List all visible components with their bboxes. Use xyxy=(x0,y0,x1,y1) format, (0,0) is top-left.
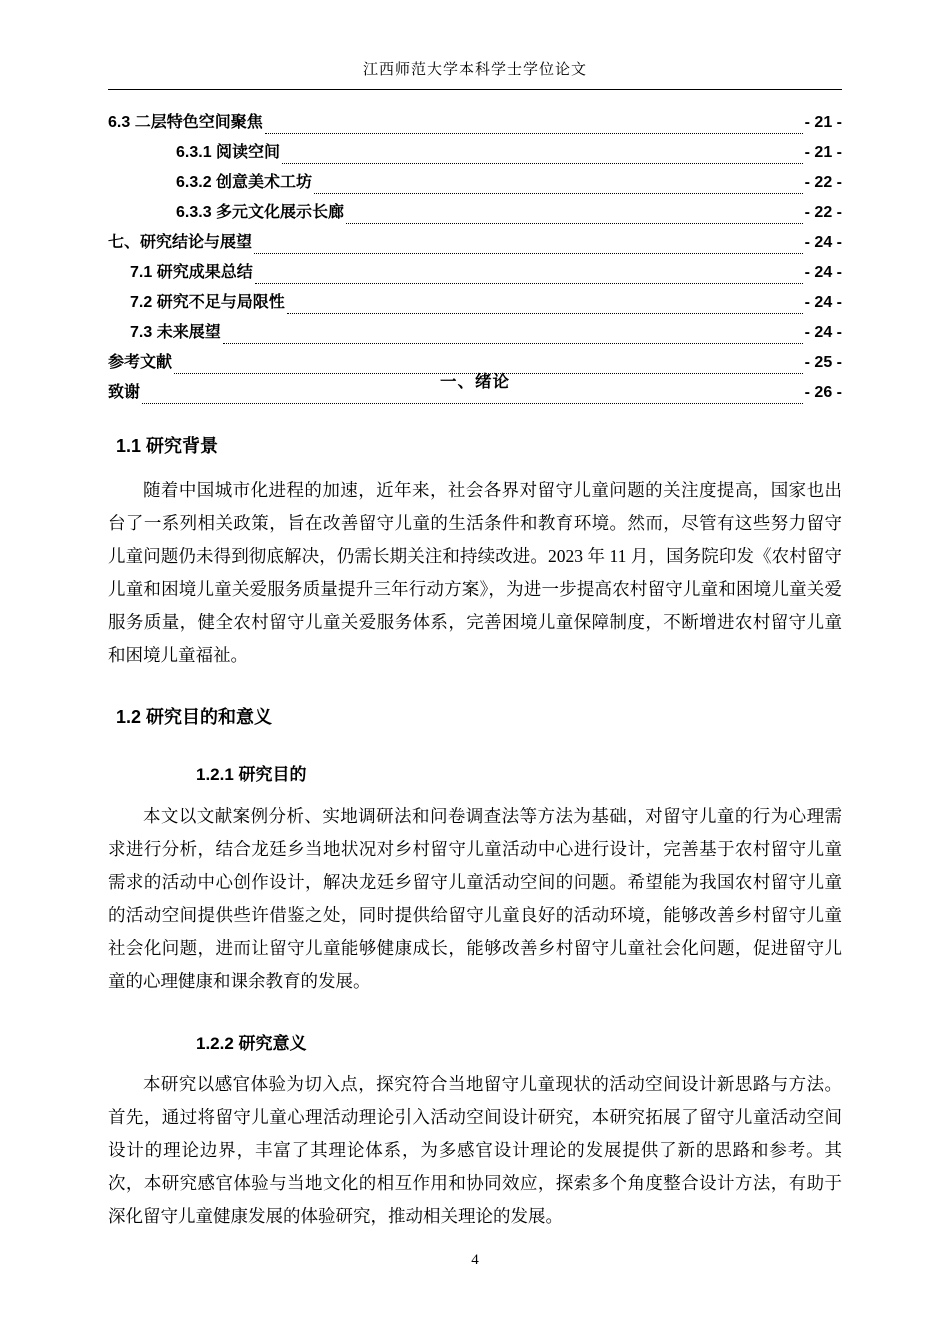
toc-entry-label: 7.2 研究不足与局限性 xyxy=(130,294,285,311)
toc-entry-page: - 22 - xyxy=(804,174,842,191)
toc-entry-label: 致谢 xyxy=(108,384,141,401)
toc-entry[interactable] xyxy=(108,288,842,318)
toc-entry[interactable] xyxy=(108,108,842,138)
toc-entry[interactable] xyxy=(108,198,842,228)
toc-entry-label: 七、研究结论与展望 xyxy=(108,234,253,251)
toc-entry-page: - 21 - xyxy=(804,144,842,161)
toc-entry-label: 7.1 研究成果总结 xyxy=(130,264,253,281)
toc-entry-page: - 24 - xyxy=(804,264,842,281)
toc-leader-dots xyxy=(223,342,803,344)
toc-entry-page: - 25 - xyxy=(804,354,842,371)
toc-entry-label: 6.3 二层特色空间聚焦 xyxy=(108,114,263,131)
toc-leader-dots xyxy=(346,222,803,224)
paragraph-1-2-2: 本研究以感官体验为切入点，探究符合当地留守儿童现状的活动空间设计新思路与方法。首先，通过将留守儿童心理活动理论引入活动空间设计研究，本研究拓展了留守儿童活动空间设计的理论边界，丰富了其理论体系，为多感官设计理论的发展提供了新的思路和参考。其次，本研究感官体验与当地文化的相互作用和协同效应，探索多个角度整合设计方法，有助于深化留守儿童健康发展的体验研究，推动相关理论的发展。 xyxy=(108,1074,842,1226)
page-content xyxy=(108,0,842,1344)
toc-entry-label: 6.3.2 创意美术工坊 xyxy=(176,174,313,191)
toc-entry[interactable] xyxy=(108,258,842,288)
toc-entry[interactable] xyxy=(108,318,842,348)
paragraph-1-1: 随着中国城市化进程的加速，近年来，社会各界对留守儿童问题的关注度提高，国家也出台了一系列相关政策，旨在改善留守儿童的生活条件和教育环境。然而，尽管有这些努力留守儿童问题仍未得到彻底解决，仍需长期关注和持续改进。2023 年 11 月，国务院印发《农村留守儿童和困境儿童关爱服务质量提升三年行动方案》，为进一步提高农村留守儿童和困境儿童关爱服务质量，健全农村留守儿童关爱服务体系，完善困境儿童保障制度，不断增进农村留守儿童和困境儿童福祉。 xyxy=(108,480,842,665)
toc-leader-dots xyxy=(282,162,803,164)
toc-entry-label: 7.3 未来展望 xyxy=(130,324,221,341)
toc-entry-label: 6.3.1 阅读空间 xyxy=(176,144,281,161)
toc-entry-page: - 24 - xyxy=(804,324,842,341)
table-of-contents xyxy=(108,108,842,408)
paragraph-1-2-1: 本文以文献案例分析、实地调研法和问卷调查法等方法为基础，对留守儿童的行为心理需求进行分析，结合龙廷乡当地状况对乡村留守儿童活动中心进行设计，完善基于农村留守儿童需求的活动中心创作设计，解决龙廷乡留守儿童活动空间的问题。希望能为我国农村留守儿童的活动空间提供些许借鉴之处，同时提供给留守儿童良好的活动环境，能够改善乡村留守儿童社会化问题，进而让留守儿童能够健康成长，能够改善乡村留守儿童社会化问题，促进留守儿童的心理健康和课余教育的发展。 xyxy=(108,806,842,991)
toc-leader-dots xyxy=(265,132,803,134)
toc-entry-label: 6.3.3 多元文化展示长廊 xyxy=(176,204,345,221)
toc-leader-dots xyxy=(287,312,803,314)
toc-entry-page: - 26 - xyxy=(804,384,842,401)
chapter-title: 一、绪论 xyxy=(440,373,510,391)
heading-1-2-2: 1.2.2 研究意义 xyxy=(196,1034,307,1053)
toc-entry-page: - 24 - xyxy=(804,234,842,251)
heading-1-2-1: 1.2.1 研究目的 xyxy=(196,765,307,784)
toc-entry[interactable] xyxy=(108,228,842,258)
toc-leader-dots xyxy=(255,282,803,284)
toc-leader-dots xyxy=(254,252,803,254)
running-header-title: 江西师范大学本科学士学位论文 xyxy=(362,62,587,78)
page-number: 4 xyxy=(471,1252,479,1268)
toc-leader-dots xyxy=(314,192,803,194)
toc-entry-label: 参考文献 xyxy=(108,354,173,371)
toc-entry[interactable] xyxy=(108,168,842,198)
toc-leader-dots xyxy=(142,402,803,404)
toc-entry-page: - 22 - xyxy=(804,204,842,221)
header-divider xyxy=(108,89,842,90)
toc-entry-page: - 21 - xyxy=(804,114,842,131)
toc-entry[interactable] xyxy=(108,138,842,168)
running-header xyxy=(108,58,842,79)
heading-1-1: 1.1 研究背景 xyxy=(116,436,219,456)
toc-entry-page: - 24 - xyxy=(804,294,842,311)
heading-1-2: 1.2 研究目的和意义 xyxy=(116,707,273,727)
